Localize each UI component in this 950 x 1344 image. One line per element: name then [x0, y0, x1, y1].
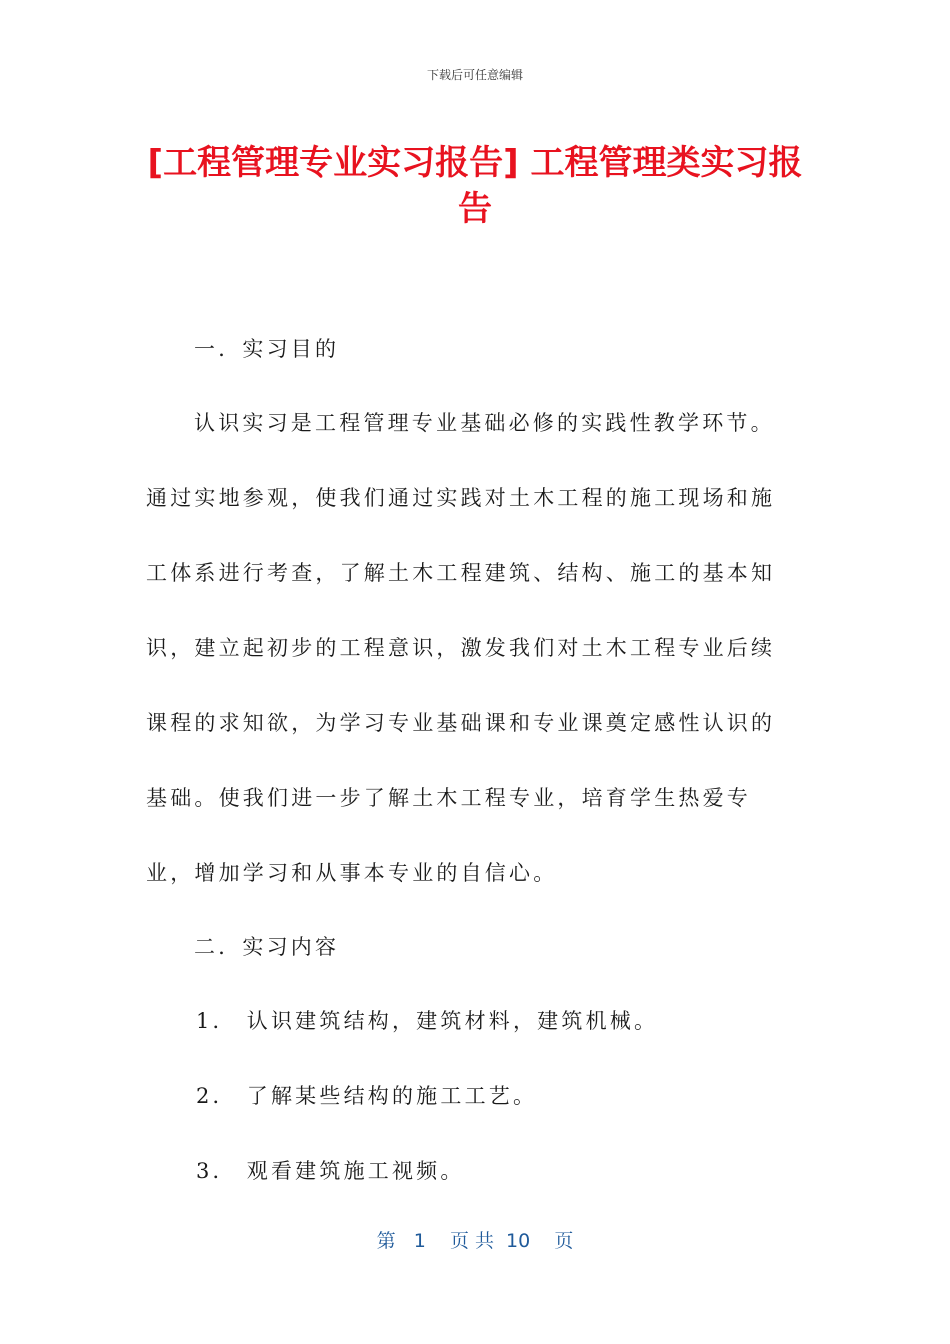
list-item-number: 3．	[196, 1159, 237, 1183]
header-note: 下载后可任意编辑	[426, 68, 523, 82]
section-paragraph-purpose: 认识实习是工程管理专业基础必修的实践性教学环节。通过实地参观，使我们通过实践对土木工程的施工现场和施工体系进行考查，了解土木工程建筑、结构、施工的基本知识，建立起初步的工程意识，激发我们对土木工程专业后续课程的求知欲，为学习专业基础课和专业课奠定感性认识的基础。使我们进一步了解土木工程专业，培育学生热爱专业，增加学习和从事本专业的自信心。	[146, 411, 776, 885]
list-item-text: 了解某些结构的施工工艺。	[246, 1084, 538, 1108]
list-item	[146, 1059, 796, 1134]
page-footer: 第 1 页 共 10 页	[376, 1230, 574, 1252]
list-item-text: 认识建筑结构，建筑材料，建筑机械。	[246, 1009, 659, 1033]
list-item	[146, 1134, 796, 1209]
list-item	[146, 984, 796, 1059]
list-item-text: 观看建筑施工视频。	[246, 1159, 465, 1183]
section-heading-purpose: 一．实习目的	[194, 337, 340, 361]
content-list	[146, 984, 796, 1209]
list-item-number: 2．	[196, 1084, 237, 1108]
section-heading-content: 二．实习内容	[194, 935, 340, 959]
document-title: [工程管理专业实习报告] 工程管理类实习报告	[147, 143, 803, 229]
list-item-number: 1．	[196, 1009, 237, 1033]
